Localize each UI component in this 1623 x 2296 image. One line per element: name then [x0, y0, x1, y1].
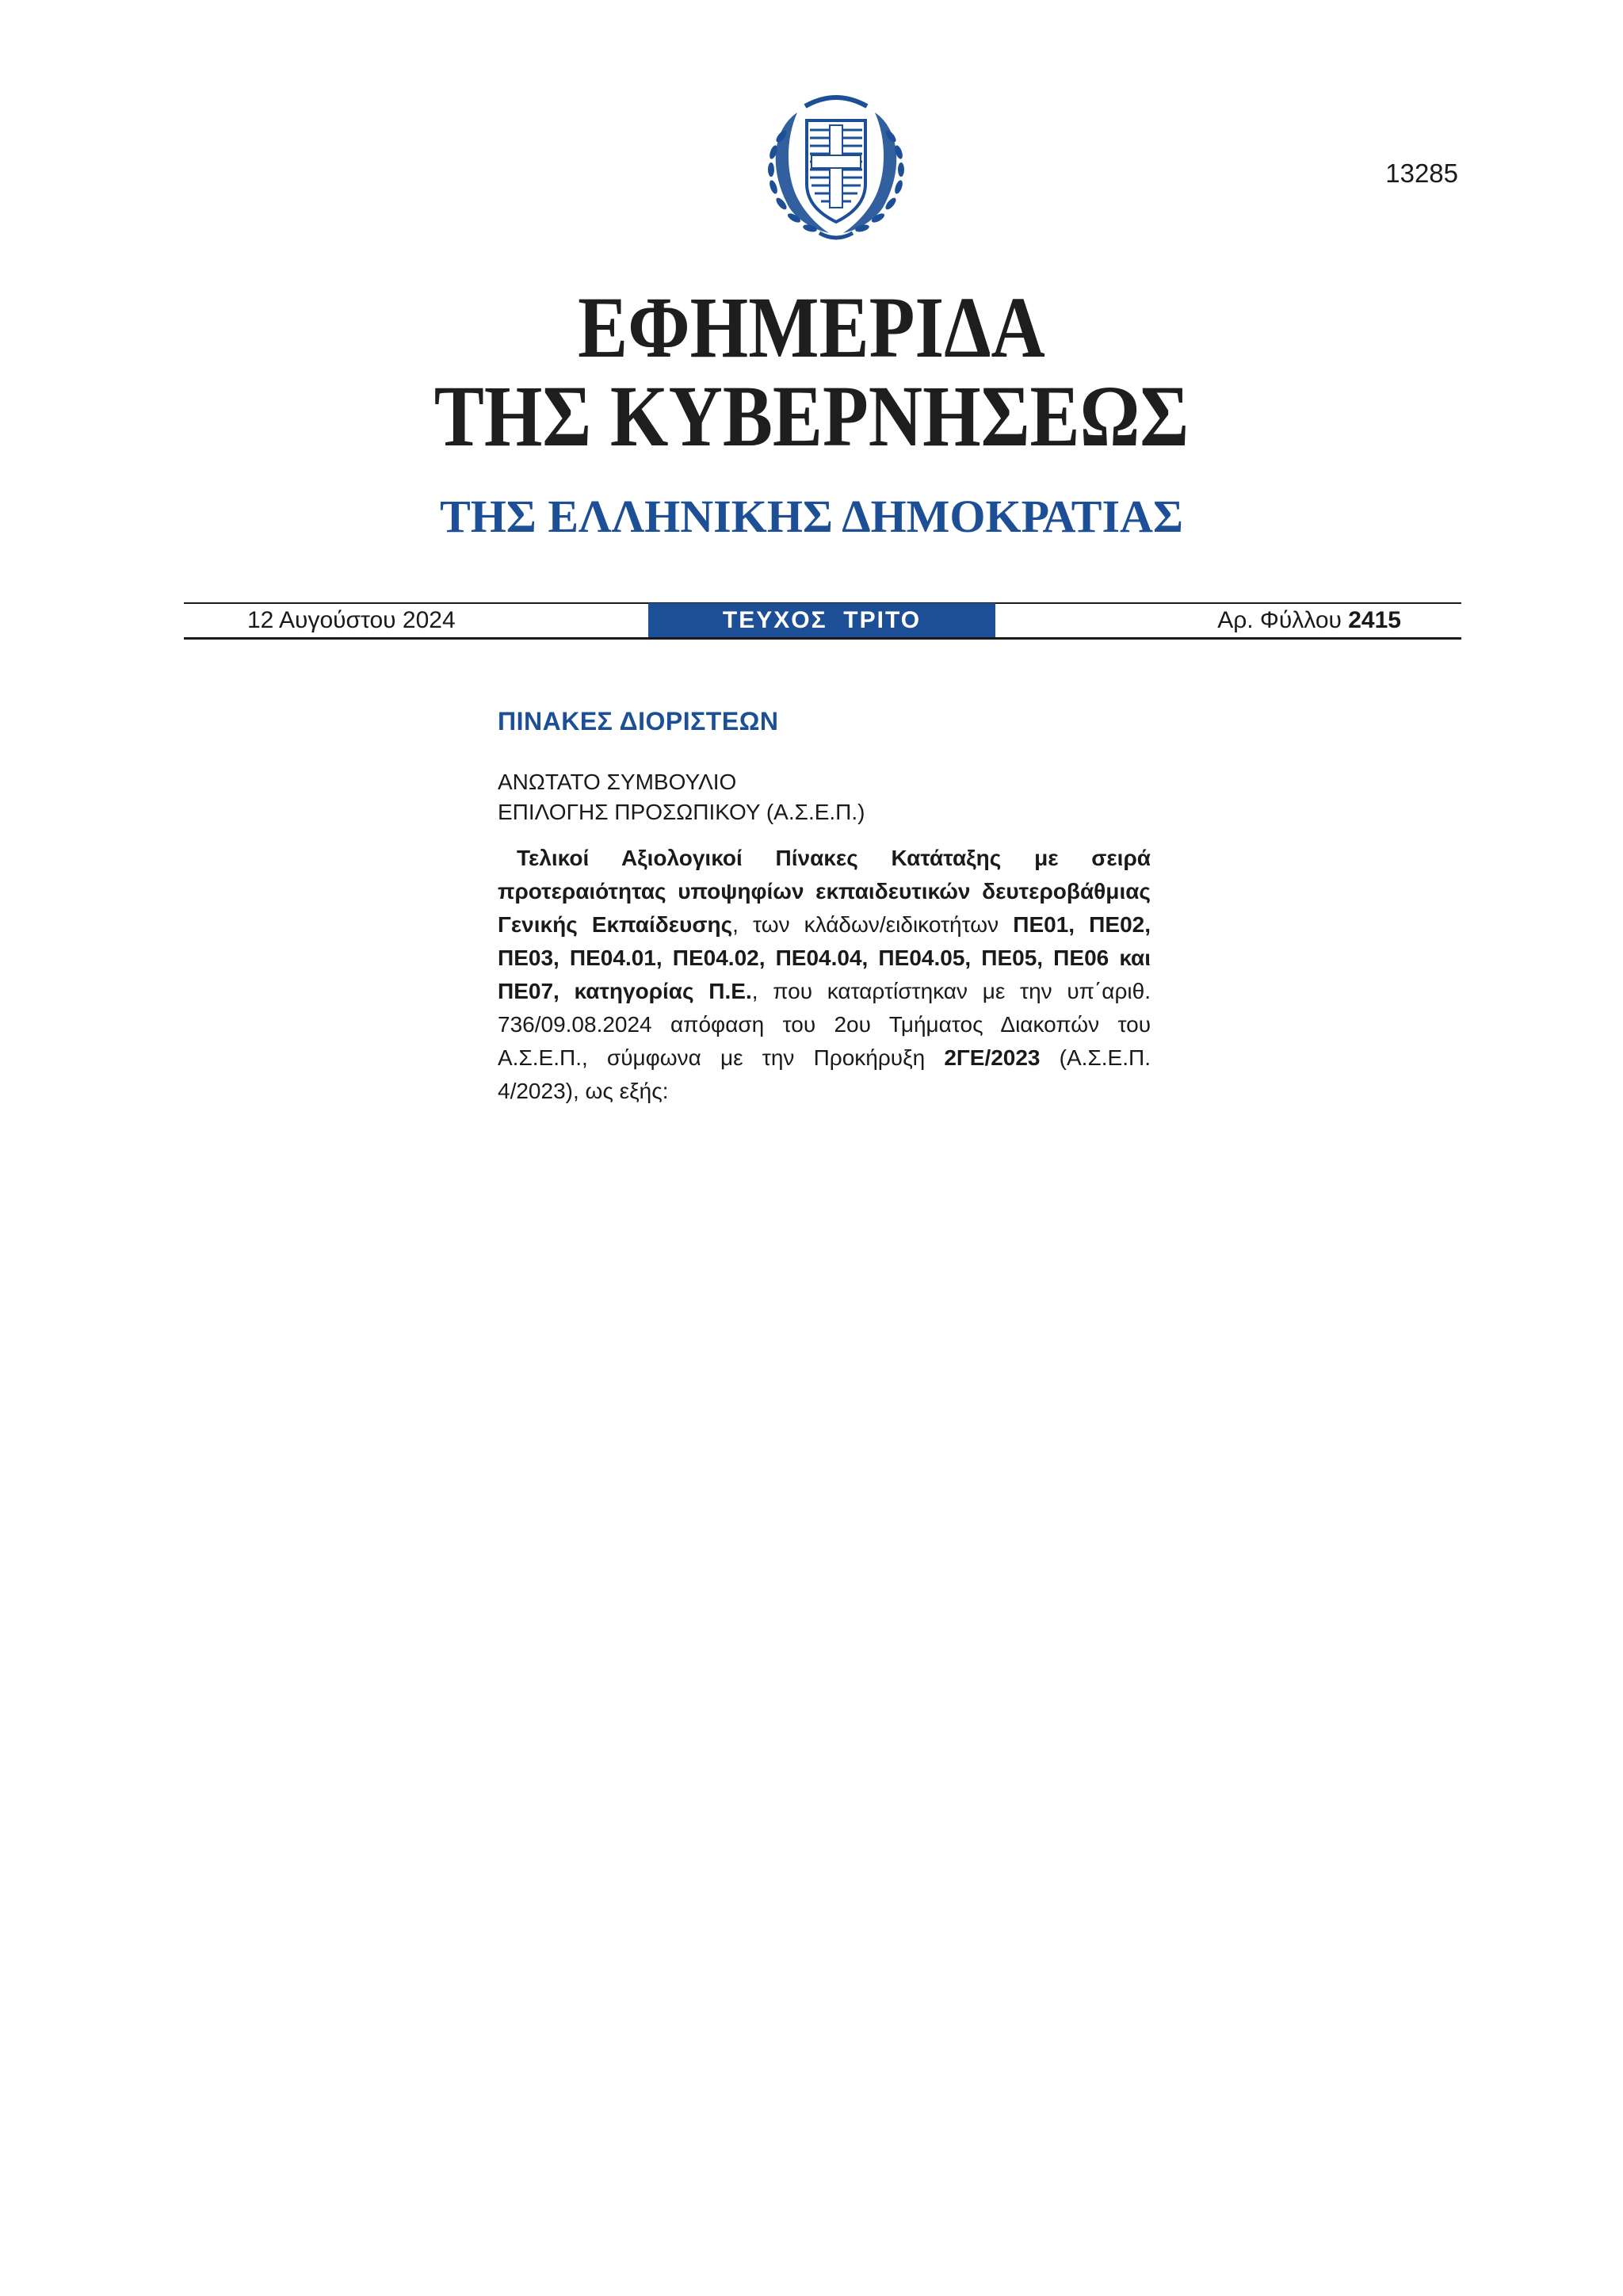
- greek-coat-of-arms-icon: [750, 89, 922, 247]
- body-part-5: 2ΓΕ/2023: [944, 1045, 1041, 1070]
- authority-line-1: ΑΝΩΤΑΤΟ ΣΥΜΒΟΥΛΙΟ: [498, 770, 737, 794]
- masthead-title-line-1: ΕΦΗΜΕΡΙΔΑ: [578, 279, 1045, 376]
- issue-date: 12 Αυγούστου 2024: [247, 607, 456, 633]
- body-part-6: (Α.Σ.Ε.Π. 4/2023), ως εξής:: [498, 1045, 1151, 1103]
- masthead-title-line-2: ΤΗΣ ΚΥΒΕΡΝΗΣΕΩΣ: [433, 368, 1190, 464]
- section-heading: ΠΙΝΑΚΕΣ ΔΙΟΡΙΣΤΕΩΝ: [498, 707, 779, 735]
- page-number: 13285: [1385, 159, 1458, 188]
- authority-name: [498, 767, 1151, 827]
- masthead-subtitle: ΤΗΣ ΕΛΛΗΝΙΚΗΣ ΔΗΜΟΚΡΑΤΙΑΣ: [440, 491, 1183, 542]
- body-part-2: , των κλάδων/ειδικοτήτων: [732, 912, 1014, 937]
- body-part-1: Τελικοί Αξιολογικοί Πίνακες Κατάταξης με σειρά προτεραιότητας υποψηφίων εκπαιδευτικών δευτεροβάθμιας Γενικής Εκπαίδευσης: [498, 846, 1151, 937]
- issue-label: ΤΕΥΧΟΣ ΤΡΙΤΟ: [648, 603, 995, 637]
- body-part-4: , που καταρτίστηκαν με την υπ΄αριθ. 736/09.08.2024 απόφαση του 2ου Τμήματος Διακοπών του Α.Σ.Ε.Π., σύμφωνα με την Προκήρυξη: [498, 979, 1151, 1070]
- sheet-number: [1217, 607, 1401, 634]
- body-paragraph: [498, 842, 1151, 1108]
- body-part-3: ΠΕ01, ΠΕ02, ΠΕ03, ΠΕ04.01, ΠΕ04.02, ΠΕ04.04, ΠΕ04.05, ΠΕ05, ΠΕ06 και ΠΕ07, κατηγορίας Π.Ε.: [498, 912, 1151, 1003]
- authority-line-2: ΕΠΙΛΟΓΗΣ ΠΡΟΣΩΠΙΚΟΥ (Α.Σ.Ε.Π.): [498, 800, 865, 824]
- sheet-label: Αρ. Φύλλου: [1217, 607, 1349, 633]
- sheet-number-value: 2415: [1348, 607, 1401, 633]
- issue-bar-bottom-rule: [184, 637, 1461, 640]
